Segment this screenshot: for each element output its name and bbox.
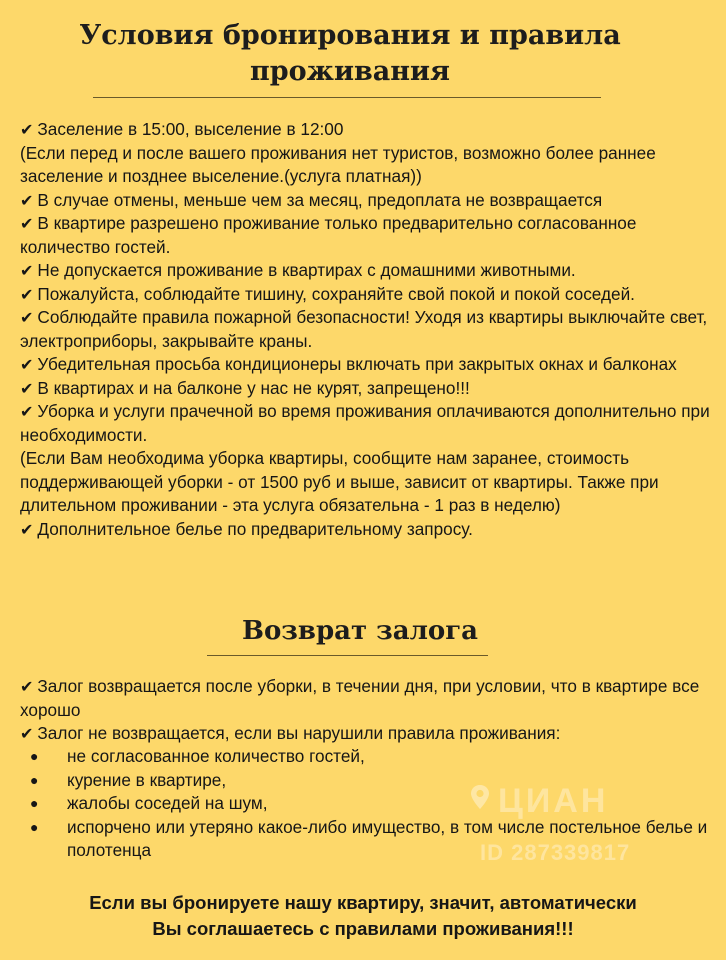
- checkmark-icon: ✔: [20, 284, 34, 304]
- rule-text: (Если Вам необходима уборка квартиры, сообщите нам заранее, стоимость поддерживающей уборки - от 1500 руб и выше, зависит от квартиры. Также при длительном проживании - эта услуга обязательна - 1 раз в неделю): [20, 448, 659, 515]
- deposit-item-no-return: [20, 722, 716, 746]
- rule-text: Дополнительное белье по предварительному запросу.: [37, 518, 473, 539]
- rule-text: (Если перед и после вашего проживания нет туристов, возможно более раннее заселение и позднее выселение.(услуга платная)): [20, 142, 656, 186]
- checkmark-icon: ✔: [20, 677, 34, 696]
- violation-item: [30, 745, 710, 769]
- rule-text: В случае отмены, меньше чем за месяц, предоплата не возвращается: [37, 189, 603, 210]
- bullet-icon: ●: [30, 771, 39, 788]
- checkmark-icon: ✔: [20, 519, 34, 539]
- violation-text: не согласованное количество гостей,: [67, 746, 365, 766]
- rule-note-early-checkin: [20, 142, 716, 189]
- deposit-item-return: [20, 675, 716, 722]
- violation-text: жалобы соседей на шум,: [67, 793, 268, 813]
- deposit-list: [20, 675, 716, 746]
- watermark-id: ID 287339817: [480, 840, 631, 865]
- rule-item-no-smoking: [20, 377, 716, 401]
- checkmark-icon: ✔: [20, 308, 34, 327]
- checkmark-icon: ✔: [20, 355, 34, 374]
- title-underline: [93, 97, 601, 98]
- rule-text: В квартире разрешено проживание только предварительно согласованное количество гостей.: [20, 213, 637, 257]
- checkmark-icon: ✔: [20, 724, 34, 743]
- page-title: Условия бронирования и правила проживания: [79, 20, 621, 87]
- rule-item-extra-linen: [20, 518, 716, 542]
- checkmark-icon: ✔: [20, 214, 34, 233]
- rule-item-cleaning: [20, 400, 716, 447]
- bullet-icon: ●: [30, 748, 39, 764]
- checkmark-icon: ✔: [20, 120, 34, 139]
- deposit-text: Залог возвращается после уборки, в течении дня, при условии, что в квартире все хорошо: [20, 676, 700, 720]
- rule-item-fire-safety: [20, 306, 716, 353]
- checkmark-icon: ✔: [20, 378, 34, 398]
- rule-text: Убедительная просьба кондиционеры включать при закрытых окнах и балконах: [37, 354, 677, 374]
- rules-list: [20, 118, 716, 541]
- deposit-title: Возврат залога: [241, 616, 479, 646]
- rule-text: Не допускается проживание в квартирах с домашними животными.: [37, 260, 576, 280]
- violation-text: курение в квартире,: [67, 769, 227, 790]
- violation-item: [30, 792, 710, 816]
- checkmark-icon: ✔: [20, 190, 34, 210]
- bullet-icon: ●: [30, 795, 39, 811]
- violation-text: испорчено или утеряно какое-либо имущество, в том числе постельное белье и полотенца: [67, 816, 708, 860]
- footer-line: Если вы бронируете нашу квартиру, значит, автоматически: [89, 892, 637, 913]
- rule-item-no-pets: [20, 259, 716, 283]
- violation-item: [30, 816, 710, 863]
- rule-text: Пожалуйста, соблюдайте тишину, сохраняйте свой покой и покой соседей.: [37, 283, 635, 304]
- rule-item-guest-count: [20, 212, 716, 259]
- rule-text: Заселение в 15:00, выселение в 12:00: [37, 119, 344, 139]
- violations-list: [30, 745, 710, 863]
- bullet-icon: ●: [30, 818, 39, 835]
- checkmark-icon: ✔: [20, 261, 34, 280]
- rule-text: Соблюдайте правила пожарной безопасности! Уходя из квартиры выключайте свет, электроприборы, закрывайте краны.: [20, 307, 708, 351]
- rule-item-air-conditioning: [20, 353, 716, 377]
- rule-item-cancellation: [20, 189, 716, 213]
- rule-text: В квартирах и на балконе у нас не курят, запрещено!!!: [37, 377, 470, 398]
- violation-item: [30, 769, 710, 793]
- deposit-title-underline: [207, 655, 488, 656]
- footer-line: Вы соглашаетесь с правилами проживания!!!: [152, 918, 574, 939]
- rule-item-checkin: [20, 118, 716, 142]
- rule-item-quiet: [20, 283, 716, 307]
- rule-text: Уборка и услуги прачечной во время проживания оплачиваются дополнительно при необходимости.: [20, 401, 710, 445]
- watermark-logo: ЦИАН: [498, 782, 609, 820]
- deposit-text: Залог не возвращается, если вы нарушили правила проживания:: [37, 723, 561, 743]
- checkmark-icon: ✔: [20, 402, 34, 421]
- rule-note-cleaning-cost: [20, 447, 716, 518]
- agreement-footer: [10, 890, 716, 942]
